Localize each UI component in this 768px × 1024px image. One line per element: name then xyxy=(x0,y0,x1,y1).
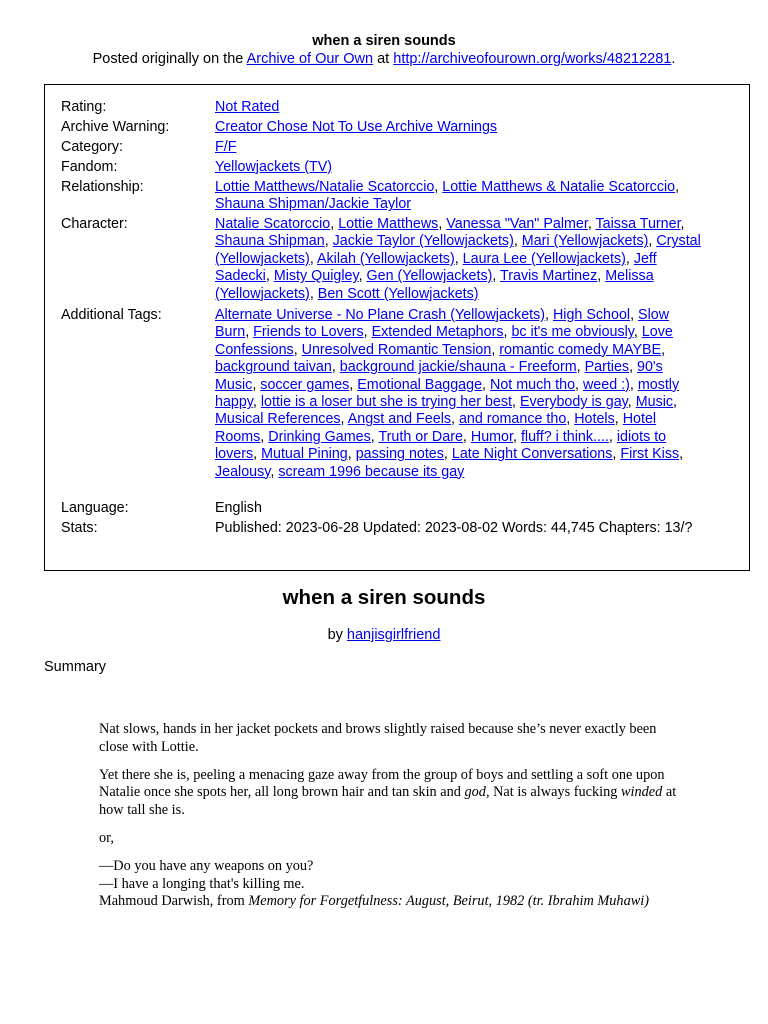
meta-value xyxy=(215,159,705,176)
summary-text-run: at how tall she is. xyxy=(99,784,677,818)
tag-link[interactable]: romantic comedy MAYBE xyxy=(499,341,662,358)
tag-separator: , xyxy=(347,446,356,463)
tag-separator: , xyxy=(438,216,447,232)
tag-link[interactable]: Alternate Universe - No Plane Crash (Yellowjackets) xyxy=(215,307,546,323)
meta-value: English xyxy=(215,500,262,516)
tag-link[interactable]: Shauna Shipman/Jackie Taylor xyxy=(215,196,412,213)
meta-value xyxy=(215,216,705,303)
tag-separator: , xyxy=(309,285,318,302)
tag-link[interactable]: background jackie/shauna - Freeform xyxy=(339,359,577,376)
tag-link[interactable]: 90's Music xyxy=(215,359,663,393)
tag-link[interactable]: Drinking Games xyxy=(268,428,371,445)
tag-separator: , xyxy=(614,411,623,428)
meta-value xyxy=(215,99,705,116)
tag-separator: , xyxy=(260,428,269,445)
tag-link[interactable]: soccer games xyxy=(260,376,350,393)
epigraph-line: —Do you have any weapons on you? xyxy=(99,858,314,875)
tag-link[interactable]: Late Night Conversations xyxy=(451,446,613,463)
meta-label: Fandom: xyxy=(61,159,118,175)
meta-label: Category: xyxy=(61,139,123,155)
summary-heading: Summary xyxy=(44,659,107,675)
tag-link[interactable]: Jackie Taylor (Yellowjackets) xyxy=(332,233,514,250)
summary-paragraph: Nat slows, hands in her jacket pockets and brows slightly raised because she’s never exactly been close with Lottie. xyxy=(99,721,657,755)
tag-separator: , xyxy=(679,446,684,463)
tag-link[interactable]: Shauna Shipman xyxy=(215,233,325,250)
tag-link[interactable]: Love Confessions xyxy=(215,324,673,358)
meta-label: Language: xyxy=(61,500,129,516)
tag-separator: , xyxy=(293,341,302,358)
posted-suffix: . xyxy=(671,51,676,67)
tag-separator: , xyxy=(370,428,379,445)
epigraph-line: —I have a longing that's killing me. xyxy=(99,875,305,892)
tag-separator: , xyxy=(587,216,596,232)
tag-separator: , xyxy=(627,394,636,411)
tag-separator: , xyxy=(330,216,339,232)
tag-separator: , xyxy=(491,341,500,358)
author-link[interactable]: hanjisgirlfriend xyxy=(346,627,441,643)
tag-separator: , xyxy=(630,307,639,323)
tag-separator: , xyxy=(625,250,634,267)
tag-link[interactable]: Travis Martinez xyxy=(500,268,598,285)
tag-link[interactable]: Music xyxy=(635,394,674,411)
tag-separator: , xyxy=(597,268,606,285)
tag-separator: , xyxy=(252,394,261,411)
tag-link[interactable]: Hotel Rooms xyxy=(215,411,657,445)
tag-separator: , xyxy=(434,179,443,195)
by-prefix: by xyxy=(327,627,347,643)
tag-link[interactable]: Akilah (Yellowjackets) xyxy=(316,250,455,267)
tag-link[interactable]: Truth or Dare xyxy=(378,428,463,445)
tag-link[interactable]: Yellowjackets (TV) xyxy=(215,159,333,175)
work-title: when a siren sounds xyxy=(282,586,486,609)
tag-separator: , xyxy=(245,324,254,341)
tag-separator: , xyxy=(576,359,585,376)
tag-link[interactable]: High School xyxy=(552,307,631,323)
tag-link[interactable]: Hotels xyxy=(574,411,615,428)
tag-separator: , xyxy=(513,233,522,250)
summary-text xyxy=(99,721,679,911)
metadata-box xyxy=(44,84,750,571)
tag-separator: , xyxy=(512,428,521,445)
tag-separator: , xyxy=(482,376,490,393)
meta-value xyxy=(215,179,705,214)
tag-link[interactable]: F/F xyxy=(215,139,237,155)
tag-link[interactable]: Misty Quigley xyxy=(273,268,359,285)
tag-link[interactable]: Mari (Yellowjackets) xyxy=(521,233,649,250)
tag-separator: , xyxy=(511,394,520,411)
tag-separator: , xyxy=(661,341,666,358)
tag-link[interactable]: Musical References xyxy=(215,411,341,428)
posted-prefix: Posted originally on the xyxy=(92,51,247,67)
meta-label: Additional Tags: xyxy=(61,307,162,323)
meta-label: Stats: xyxy=(61,520,98,536)
epigraph-source xyxy=(99,893,679,911)
meta-value xyxy=(215,307,705,481)
summary-emphasis: winded xyxy=(620,784,663,801)
posted-line xyxy=(0,50,768,68)
meta-value xyxy=(215,119,705,136)
tag-link[interactable]: Unresolved Romantic Tension xyxy=(301,341,492,358)
tag-link[interactable]: fluff? i think.... xyxy=(520,428,609,445)
tag-separator: , xyxy=(340,411,348,428)
tag-separator: , xyxy=(265,268,274,285)
tag-link[interactable]: Everybody is gay xyxy=(519,394,628,411)
tag-separator: , xyxy=(648,233,657,250)
tag-separator: , xyxy=(575,376,583,393)
tag-separator: , xyxy=(633,324,642,341)
tag-link[interactable]: idiots to lovers xyxy=(215,428,667,463)
tag-link[interactable]: Mutual Pining xyxy=(261,446,348,463)
tag-separator: , xyxy=(349,376,358,393)
tag-link[interactable]: Parties xyxy=(584,359,630,376)
tag-link[interactable]: Not Rated xyxy=(215,99,280,115)
tag-link[interactable]: Vanessa "Van" Palmer xyxy=(446,216,588,232)
tag-separator: , xyxy=(363,324,372,341)
tag-separator: , xyxy=(451,411,459,428)
tag-separator: , xyxy=(454,250,463,267)
meta-value: Published: 2023-06-28 Updated: 2023-08-02 Words: 44,745 Chapters: 13/? xyxy=(215,520,693,536)
summary-text-run: Nat is always fucking xyxy=(489,784,621,801)
tag-link[interactable]: Emotional Baggage xyxy=(357,376,483,393)
source-title: Memory for Forgetfulness: August, Beirut, 1982 (tr. Ibrahim Muhawi) xyxy=(248,893,649,910)
meta-label: Character: xyxy=(61,216,128,232)
tag-link[interactable]: scream 1996 because its gay xyxy=(278,463,465,480)
meta-label: Relationship: xyxy=(61,179,144,195)
tag-link[interactable]: Laura Lee (Yellowjackets) xyxy=(462,250,626,267)
summary-emphasis: god, xyxy=(464,784,490,801)
meta-label: Archive Warning: xyxy=(61,119,170,135)
tag-separator: , xyxy=(270,463,279,480)
tag-link[interactable]: Gen (Yellowjackets) xyxy=(366,268,493,285)
tag-separator: , xyxy=(462,428,471,445)
tag-link[interactable]: Lottie Matthews/Natalie Scatorccio xyxy=(215,179,435,195)
tag-link[interactable]: Not much tho xyxy=(490,376,576,393)
archive-link[interactable]: Archive of Our Own xyxy=(246,51,374,67)
tag-link[interactable]: passing notes xyxy=(355,446,444,463)
tag-link[interactable]: Ben Scott (Yellowjackets) xyxy=(317,285,479,302)
meta-label: Rating: xyxy=(61,99,107,115)
tag-separator: , xyxy=(612,446,621,463)
tag-link[interactable]: mostly happy xyxy=(215,376,680,411)
tag-link[interactable]: Lottie Matthews xyxy=(338,216,439,232)
meta-value xyxy=(215,139,705,156)
tag-separator: , xyxy=(358,268,367,285)
byline xyxy=(0,626,768,644)
tag-separator: , xyxy=(309,250,317,267)
tag-link[interactable]: lottie is a loser but she is trying her best xyxy=(260,394,512,411)
tag-separator: , xyxy=(629,359,638,376)
tag-link[interactable]: First Kiss xyxy=(620,446,680,463)
tag-separator: , xyxy=(608,428,617,445)
work-url-link[interactable]: http://archiveofourown.org/works/48212281 xyxy=(393,51,672,67)
summary-text-run: Yet there she is, peeling a menacing gaze away from the group of boys and settling a soft one upon Natalie once she spots her, all long brown hair and tan skin and xyxy=(99,766,665,801)
tag-link[interactable]: Melissa (Yellowjackets) xyxy=(215,268,654,302)
tag-separator: , xyxy=(252,376,261,393)
tag-link[interactable]: background taivan xyxy=(215,359,332,376)
tag-link[interactable]: Jeff Sadecki xyxy=(215,250,657,285)
tag-link[interactable]: Friends to Lovers xyxy=(253,324,364,341)
tag-separator: , xyxy=(492,268,501,285)
tag-link[interactable]: Angst and Feels xyxy=(347,411,452,428)
tag-separator: , xyxy=(331,359,340,376)
tag-separator: , xyxy=(629,376,638,393)
tag-separator: , xyxy=(443,446,452,463)
tag-separator: , xyxy=(324,233,333,250)
source-text: Mahmoud Darwish, from xyxy=(99,893,249,910)
tag-link[interactable]: Taissa Turner xyxy=(595,216,681,232)
summary-paragraph xyxy=(99,767,679,820)
document-title: when a siren sounds xyxy=(312,33,456,49)
tag-link[interactable]: and romance tho xyxy=(458,411,567,428)
posted-mid: at xyxy=(373,51,394,67)
tag-separator: , xyxy=(680,216,685,232)
tag-link[interactable]: weed :) xyxy=(582,376,630,393)
tag-link[interactable]: Natalie Scatorccio xyxy=(215,216,331,232)
tag-link[interactable]: Extended Metaphors xyxy=(371,324,504,341)
tag-separator: , xyxy=(566,411,575,428)
tag-separator: , xyxy=(675,179,680,195)
summary-paragraph: or, xyxy=(99,829,114,846)
tag-separator: , xyxy=(673,394,678,411)
epigraph xyxy=(99,858,679,911)
tag-link[interactable]: Slow Burn xyxy=(215,307,670,341)
tag-link[interactable]: Humor xyxy=(470,428,513,445)
tag-separator: , xyxy=(503,324,512,341)
tag-link[interactable]: bc it's me obviously xyxy=(511,324,634,341)
tag-link[interactable]: Creator Chose Not To Use Archive Warnings xyxy=(215,119,498,135)
tag-link[interactable]: Jealousy xyxy=(215,463,271,480)
tag-separator: , xyxy=(545,307,553,323)
tag-link[interactable]: Lottie Matthews & Natalie Scatorccio xyxy=(442,179,676,195)
tag-link[interactable]: Crystal (Yellowjackets) xyxy=(215,233,701,267)
tag-separator: , xyxy=(253,446,262,463)
